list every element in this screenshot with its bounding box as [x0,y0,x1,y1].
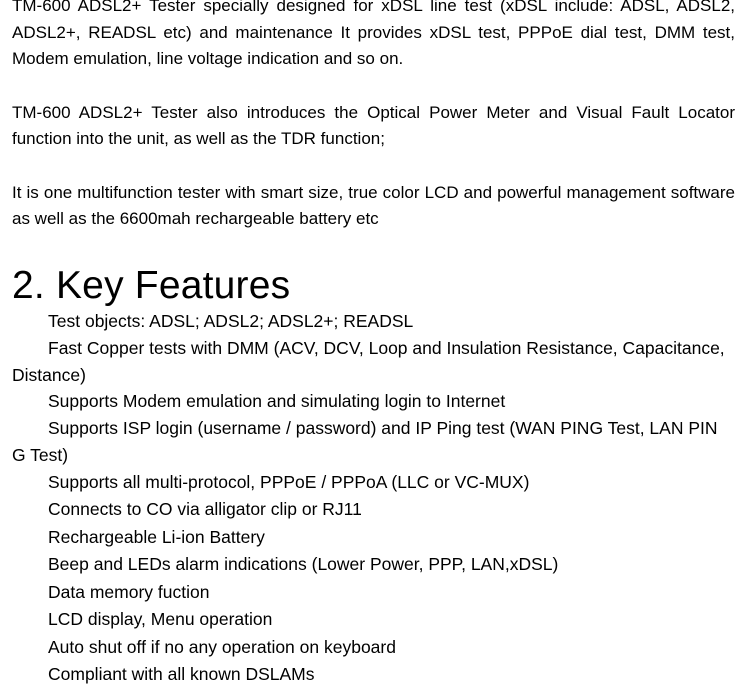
feature-item: Data memory fuction [48,581,210,602]
feature-item: Rechargeable Li-ion Battery [48,526,265,547]
feature-item: Fast Copper tests with DMM (ACV, DCV, Loop and Insulation Resistance, Capacitance, Distance) [12,337,725,385]
intro-paragraph-2: TM-600 ADSL2+ Tester also introduces the Optical Power Meter and Visual Fault Locator function into the unit, as well as the TDR function; [12,102,735,148]
feature-item: Compliant with all known DSLAMs [48,664,315,685]
document-page [12,0,735,685]
feature-item: LCD display, Menu operation [48,609,273,630]
intro-paragraph-3: It is one multifunction tester with smart size, true color LCD and powerful management software as well as the 6600mah rechargeable battery etc [12,182,735,228]
feature-item: Supports all multi-protocol, PPPoE / PPPoA (LLC or VC-MUX) [48,471,530,492]
section-heading: 2. Key Features [12,264,291,307]
feature-item: Beep and LEDs alarm indications (Lower Power, PPP, LAN,xDSL) [48,554,559,575]
intro-paragraph-1: TM-600 ADSL2+ Tester specially designed for xDSL line test (xDSL include: ADSL, ADSL2, ADSL2+, READSL etc) and maintenance It provides xDSL test, PPPoE dial test, DMM test, Modem emulation, line voltage indication and so on. [12,0,735,68]
feature-item: Supports Modem emulation and simulating login to Internet [48,391,506,412]
feature-item: Auto shut off if no any operation on keyboard [48,636,396,657]
key-features-list [12,308,735,689]
feature-item: Connects to CO via alligator clip or RJ11 [48,499,362,520]
feature-item: Supports ISP login (username / password) and IP Ping test (WAN PING Test, LAN PING Test) [12,418,718,465]
feature-item: Test objects: ADSL; ADSL2; ADSL2+; READSL [48,311,414,331]
